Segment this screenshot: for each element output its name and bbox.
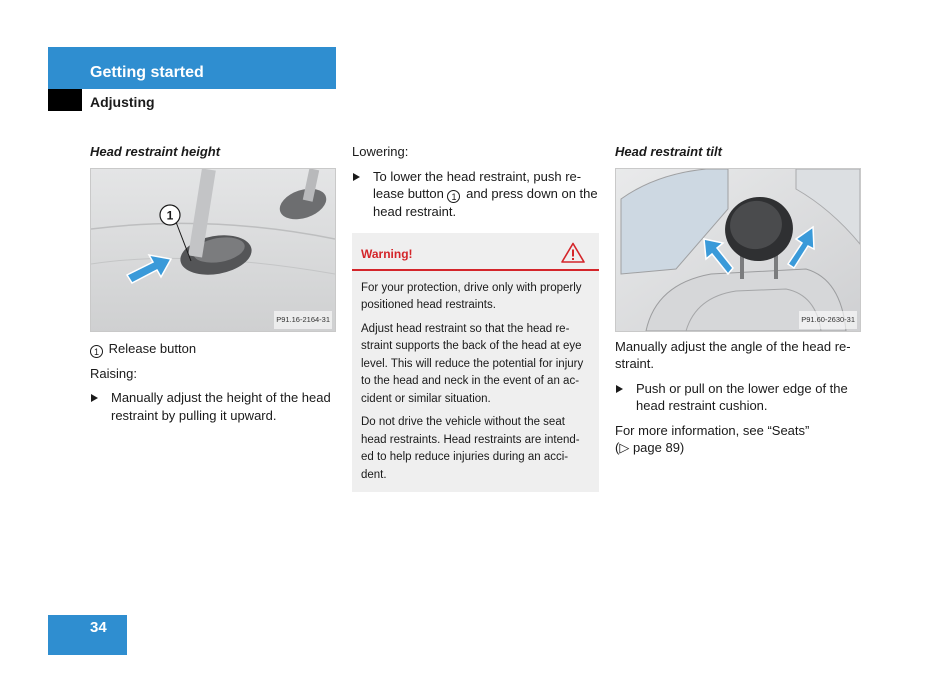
lowering-step-text-b: and press down on the head restraint. — [373, 186, 598, 219]
page-number: 34 — [90, 619, 107, 636]
more-info — [615, 422, 861, 457]
more-info-text: For more information, see “Seats” — [615, 422, 810, 438]
warning-triangle-icon — [561, 242, 585, 263]
lowering-step-text-a: To lower the head restraint, push re-lease button — [373, 168, 582, 201]
left-column — [90, 143, 336, 424]
lowering-step — [352, 168, 599, 221]
tilt-step-text: Push or pull on the lower edge of the head restraint cushion. — [636, 380, 848, 413]
warning-label: Warning! — [361, 246, 413, 261]
right-column — [615, 143, 861, 457]
subsection-marker — [48, 89, 82, 111]
figure-callout-1: 1 — [166, 208, 174, 222]
raising-label: Raising: — [90, 365, 137, 381]
middle-column — [352, 143, 599, 492]
tilt-step — [615, 380, 861, 415]
figure-code: P91.16-2164-31 — [274, 311, 332, 329]
raising-step-text: Manually adjust the height of the head restraint by pulling it upward. — [111, 390, 331, 423]
subsection-title: Adjusting — [90, 94, 155, 110]
warning-paragraph-2: Adjust head restraint so that the head re-straint supports the back of the head at eye level. This will reduce the potential for injury to the head and neck in the event of an ac-cident or similar situation. — [361, 322, 584, 405]
bullet-triangle-icon — [91, 394, 98, 402]
raising-step — [90, 389, 336, 424]
section-title: Getting started — [90, 64, 204, 81]
figure-code: P91.60-2630-31 — [799, 311, 857, 329]
page-reference-link[interactable]: (▷ page 89) — [615, 440, 685, 455]
legend-text: Release button — [108, 340, 197, 356]
warning-paragraph-3: Do not drive the vehicle without the seat head restraints. Head restraints are intend-ed to help reduce injuries during an acci-dent. — [361, 416, 580, 481]
warning-text — [352, 280, 599, 485]
warning-header — [352, 233, 599, 271]
page-number-tab — [48, 615, 127, 655]
figure-title-tilt: Head restraint tilt — [615, 144, 722, 159]
figure-title-height: Head restraint height — [90, 144, 221, 159]
bullet-triangle-icon — [616, 385, 623, 393]
tilt-intro: Manually adjust the angle of the head re-straint. — [615, 338, 851, 371]
seat-backrest-illustration — [91, 169, 335, 331]
release-button-legend — [90, 340, 336, 358]
lowering-number: 1 — [447, 190, 460, 203]
head-restraint-tilt-figure — [615, 168, 861, 332]
headrest-illustration — [616, 169, 860, 331]
bullet-triangle-icon — [353, 173, 360, 181]
warning-box — [352, 233, 599, 493]
head-restraint-height-figure — [90, 168, 336, 332]
legend-number: 1 — [90, 345, 103, 358]
warning-paragraph-1: For your protection, drive only with properly positioned head restraints. — [361, 281, 582, 311]
lowering-label: Lowering: — [352, 144, 409, 159]
